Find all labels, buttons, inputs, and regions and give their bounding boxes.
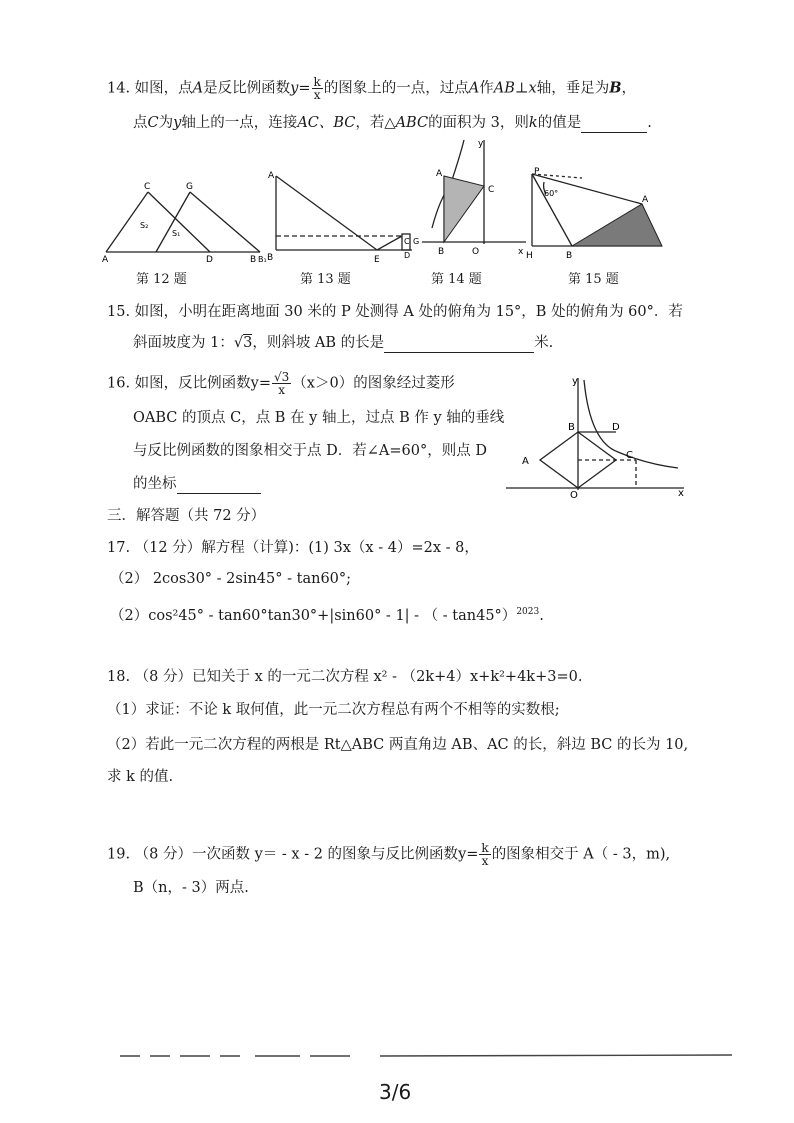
q14-fraction xyxy=(312,76,323,101)
fig16-label: B xyxy=(568,422,575,433)
fig15-label: B xyxy=(566,251,573,261)
figure-15 xyxy=(522,164,672,266)
q14-answer-blank[interactable] xyxy=(581,118,647,133)
sqrt-icon: √ xyxy=(233,335,244,351)
q14-frac-num: k xyxy=(313,75,321,89)
q15-sqrt-arg: 3 xyxy=(243,335,253,351)
q14-text: 轴上的一点，连接 xyxy=(181,115,298,131)
q14-point-a: A xyxy=(192,80,204,97)
q15-line1: 15. 如图，小明在距离地面 30 米的 P 处测得 A 处的俯角为 15°，B 处的俯角为 60°．若 xyxy=(107,304,683,320)
q16-line4 xyxy=(133,474,261,494)
q14-text: 为 xyxy=(158,115,174,131)
fig15-label: 60° xyxy=(544,189,559,198)
q19-text: 的图象相交于 A（ - 3，m), xyxy=(491,846,671,863)
fig15-slope xyxy=(572,204,662,246)
q15-text: 斜面坡度为 1： xyxy=(133,335,234,351)
q14-var-y: y xyxy=(173,115,182,131)
figure-14-caption: 第 14 题 xyxy=(431,272,482,287)
q19-frac-den: x xyxy=(481,854,489,868)
q14-text: 作 xyxy=(479,80,494,97)
q16-frac-num: √3 xyxy=(274,370,290,384)
figure-12-caption: 第 12 题 xyxy=(136,272,187,287)
fig16-label: C xyxy=(626,450,633,461)
fig14-label: C xyxy=(488,185,495,195)
fig12-label: B₁ xyxy=(258,255,267,264)
figure-13-caption: 第 13 题 xyxy=(300,272,351,287)
fig12-label: C xyxy=(144,182,151,192)
q15-text: ，则斜坡 AB 的长是 xyxy=(252,335,385,351)
fig15-label: H xyxy=(526,251,533,261)
fig14-label: B xyxy=(438,247,445,257)
q19-text: 19. （8 分）一次函数 y＝ - x - 2 的图象与反比例函数 xyxy=(107,846,459,863)
q14-text: 如图，点 xyxy=(134,80,193,97)
q16-line1 xyxy=(107,371,455,396)
fig12-label: S₁ xyxy=(172,229,181,238)
q14-text: 的值是 xyxy=(537,115,582,131)
fig12-label: S₂ xyxy=(140,221,149,230)
q14-point-c: C xyxy=(147,115,159,131)
section-heading: 三．解答题（共 72 分） xyxy=(107,508,266,524)
q16-fraction xyxy=(272,371,291,396)
q15-line2 xyxy=(133,333,553,353)
q14-text: 的面积为 3，则 xyxy=(428,115,529,131)
q14-line1 xyxy=(107,76,636,101)
q17-line1: 17. （12 分）解方程（计算)：(1) 3x（x - 4）=2x - 8， xyxy=(107,540,479,556)
fig14-shaded-triangle xyxy=(444,176,484,242)
q15-text: 米. xyxy=(534,335,554,351)
q18-line3: （2）若此一元二次方程的两根是 Rt△ABC 两直角边 AB、AC 的长，斜边 BC 的长为 10, xyxy=(107,737,689,753)
fig12-label: D xyxy=(206,255,213,265)
q17-text: . xyxy=(539,607,544,624)
fig12-label: B xyxy=(250,255,257,265)
fig15-label: A xyxy=(642,195,649,205)
q17-text: （2）cos²45° - tan60°tan30°+|sin60° - 1| - （ - tan45°） xyxy=(110,607,517,624)
q19-line1 xyxy=(107,842,670,867)
q16-frac-den: x xyxy=(278,383,286,397)
q14-triangle: ABC xyxy=(395,115,429,131)
q14-func-y: y= xyxy=(290,80,311,97)
fig13-label: E xyxy=(374,255,380,265)
page-number: 3/6 xyxy=(379,1080,412,1104)
fig13-label: A xyxy=(268,171,275,181)
q17-exponent: 2023 xyxy=(516,607,540,617)
q14-segments: AC、BC xyxy=(297,115,356,131)
figure-15-caption: 第 15 题 xyxy=(568,272,619,287)
fig13-label: C xyxy=(404,237,410,246)
q19-frac-num: k xyxy=(481,841,489,855)
q14-text: ， xyxy=(621,80,636,97)
q14-var-k: k xyxy=(528,115,538,131)
q14-text: 的图象上的一点，过点 xyxy=(323,80,469,97)
footer-divider xyxy=(120,1050,740,1062)
q19-fraction xyxy=(479,842,490,867)
q14-frac-den: x xyxy=(313,88,321,102)
fig14-label: y xyxy=(478,139,484,149)
q14-text: 是反比例函数 xyxy=(203,80,291,97)
fig13-label: B xyxy=(267,253,274,263)
q17-line3 xyxy=(110,602,544,626)
q16-answer-blank[interactable] xyxy=(177,479,261,494)
q14-text: 点 xyxy=(133,115,148,131)
fig12-label: G xyxy=(186,182,193,192)
fig16-label: y xyxy=(572,376,578,387)
q17-line2: （2） 2cos30° - 2sin45° - tan60°; xyxy=(110,571,352,587)
q19-line2: B（n，- 3）两点. xyxy=(133,880,249,896)
q14-point-a2: A xyxy=(468,80,480,97)
q18-line4: 求 k 的值. xyxy=(107,769,174,785)
fig14-label: O xyxy=(472,247,480,257)
figure-13 xyxy=(262,168,420,266)
fig14-label: x xyxy=(518,247,524,257)
q14-text: . xyxy=(647,115,652,131)
fig16-label: x xyxy=(678,488,684,499)
fig12-label: A xyxy=(102,255,109,265)
fig13-label: G xyxy=(413,237,420,246)
q16-func-y: y= xyxy=(250,375,272,392)
q14-point-b: B xyxy=(609,79,622,97)
figure-14 xyxy=(414,136,534,266)
q16-text: 的坐标 xyxy=(133,476,177,492)
q14-line2 xyxy=(133,113,652,133)
figure-12 xyxy=(100,168,268,266)
fig15-label: P xyxy=(534,167,540,177)
fig16-label: D xyxy=(612,422,620,433)
fig14-label: A xyxy=(436,169,443,179)
q16-text: （x＞0）的图象经过菱形 xyxy=(292,375,455,392)
q18-line2: （1）求证：不论 k 取何值，此一元二次方程总有两个不相等的实数根; xyxy=(107,702,560,718)
figure-16 xyxy=(506,372,690,502)
q14-text: ，若△ xyxy=(355,115,396,131)
q16-line3: 与反比例函数的图象相交于点 D．若∠A=60°，则点 D xyxy=(133,443,487,459)
q14-number: 14. xyxy=(107,80,131,97)
q14-segment: AB⊥x xyxy=(493,80,537,97)
fig16-label: A xyxy=(522,456,529,467)
fig16-label: O xyxy=(570,490,578,501)
q16-text: 16. 如图，反比例函数 xyxy=(107,375,251,392)
q16-line2: OABC 的顶点 C，点 B 在 y 轴上，过点 B 作 y 轴的垂线 xyxy=(133,410,505,426)
fig13-label: D xyxy=(404,251,411,260)
q19-func-y: y= xyxy=(458,846,479,863)
q14-text: 轴，垂足为 xyxy=(536,80,610,97)
q15-answer-blank[interactable] xyxy=(384,338,534,353)
q18-line1: 18. （8 分）已知关于 x 的一元二次方程 x² - （2k+4）x+k²+4k+3=0. xyxy=(107,669,583,685)
